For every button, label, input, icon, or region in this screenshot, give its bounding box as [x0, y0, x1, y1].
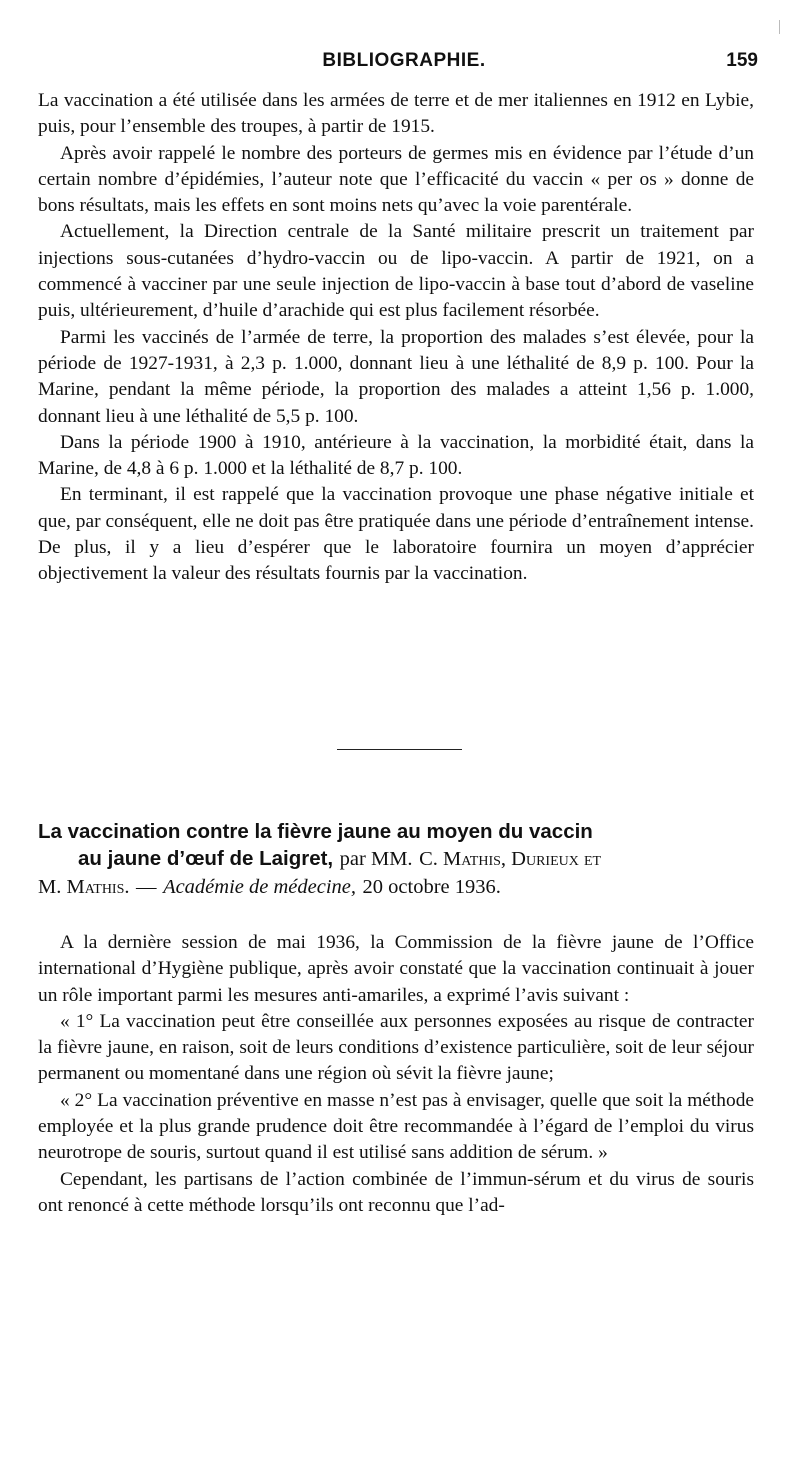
previous-review-text — [38, 88, 754, 588]
paragraph: Cependant, les partisans de l’action combinée de l’immun-sérum et du virus de souris ont renoncé à cette méthode lorsqu’ils ont reconnu que l’ad- — [38, 1168, 754, 1216]
quoted-item-2: « 2° La vaccination préventive en masse n’est pas à envisager, quelle que soit la méthode employée et la plus grande prudence doit être recommandée à l’égard de l’emploi du virus neurotrope de souris, surtout quand il est utilisé sans addition de sérum. » — [38, 1089, 754, 1164]
running-header — [38, 50, 770, 80]
authors-2: M. Mathis. — [38, 876, 130, 898]
authors-1: C. Mathis, Durieux et — [419, 848, 602, 870]
source: Académie de médecine, — [163, 876, 357, 898]
page-number: 159 — [726, 50, 758, 71]
article-heading — [38, 818, 758, 901]
paragraph: A la dernière session de mai 1936, la Commission de la fièvre jaune de l’Office international d’Hygiène publique, après avoir constaté que la vaccination continuait à jouer un rôle important parmi les mesures anti-amariles, a exprimé l’avis suivant : — [38, 932, 754, 1006]
paragraph: Dans la période 1900 à 1910, antérieure à la vaccination, la morbidité était, dans la Marine, de 4,8 à 6 p. 1.000 et la léthalité de 8,7 p. 100. — [38, 431, 754, 480]
article-title-line-2 — [38, 845, 758, 873]
article-title-part-1: La vaccination contre la fièvre jaune au moyen du vaccin — [38, 820, 593, 843]
date: 20 octobre 1936. — [362, 876, 501, 898]
paragraph: Après avoir rappelé le nombre des porteurs de germes mis en évidence par l’étude d’un certain nombre d’épidémies, l’auteur note que l’efficacité du vaccin « per os » donne de bons résultats, mais les effets en sont moins nets qu’avec la voie parentérale. — [38, 142, 754, 217]
article-body — [38, 930, 754, 1219]
section-divider — [337, 749, 462, 750]
article-title-line-3 — [38, 873, 758, 901]
article-title-line-1 — [38, 818, 758, 845]
paragraph: Parmi les vaccinés de l’armée de terre, la proportion des malades s’est élevée, pour la période de 1927-1931, à 2,3 p. 1.000, donnant lieu à une léthalité de 8,9 p. 100. Pour la Marine, pendant la même période, la proportion des malades a atteint 1,56 p. 1.000, donnant lieu à une léthalité de 5,5 p. 100. — [38, 326, 754, 427]
running-title: BIBLIOGRAPHIE. — [322, 50, 486, 71]
dash: — — [136, 876, 157, 898]
quoted-item-1: « 1° La vaccination peut être conseillée aux personnes exposées au risque de contracter la fièvre jaune, en raison, soit de leurs conditions d’existence particulière, soit de leur séjour permanent ou momentané dans une région où sévit la fièvre jaune; — [38, 1010, 754, 1085]
paragraph: Actuellement, la Direction centrale de la Santé militaire prescrit un traitement par injections sous-cutanées d’hydro-vaccin ou de lipo-vaccin. A partir de 1921, on a commencé à vacciner par une seule injection de lipo-vaccin à base tout d’abord de vaseline puis, ultérieurement, d’huile d’arachide qui est plus facilement résorbée. — [38, 221, 754, 322]
paragraph: En terminant, il est rappelé que la vaccination provoque une phase négative initiale et que, par conséquent, elle ne doit pas être pratiquée dans une période d’entraînement intense. De plus, il y a lieu d’espérer que le laboratoire fournira un moyen d’apprécier objectivement la valeur des résultats fournis par la vaccination. — [38, 484, 754, 585]
byline-prefix: par MM. — [339, 848, 413, 870]
article-title-part-2: au jaune d’œuf de Laigret, — [78, 847, 334, 870]
scan-mark — [779, 20, 780, 34]
paragraph: La vaccination a été utilisée dans les armées de terre et de mer italiennes en 1912 en Lybie, puis, pour l’ensemble des troupes, à partir de 1915. — [38, 90, 754, 138]
